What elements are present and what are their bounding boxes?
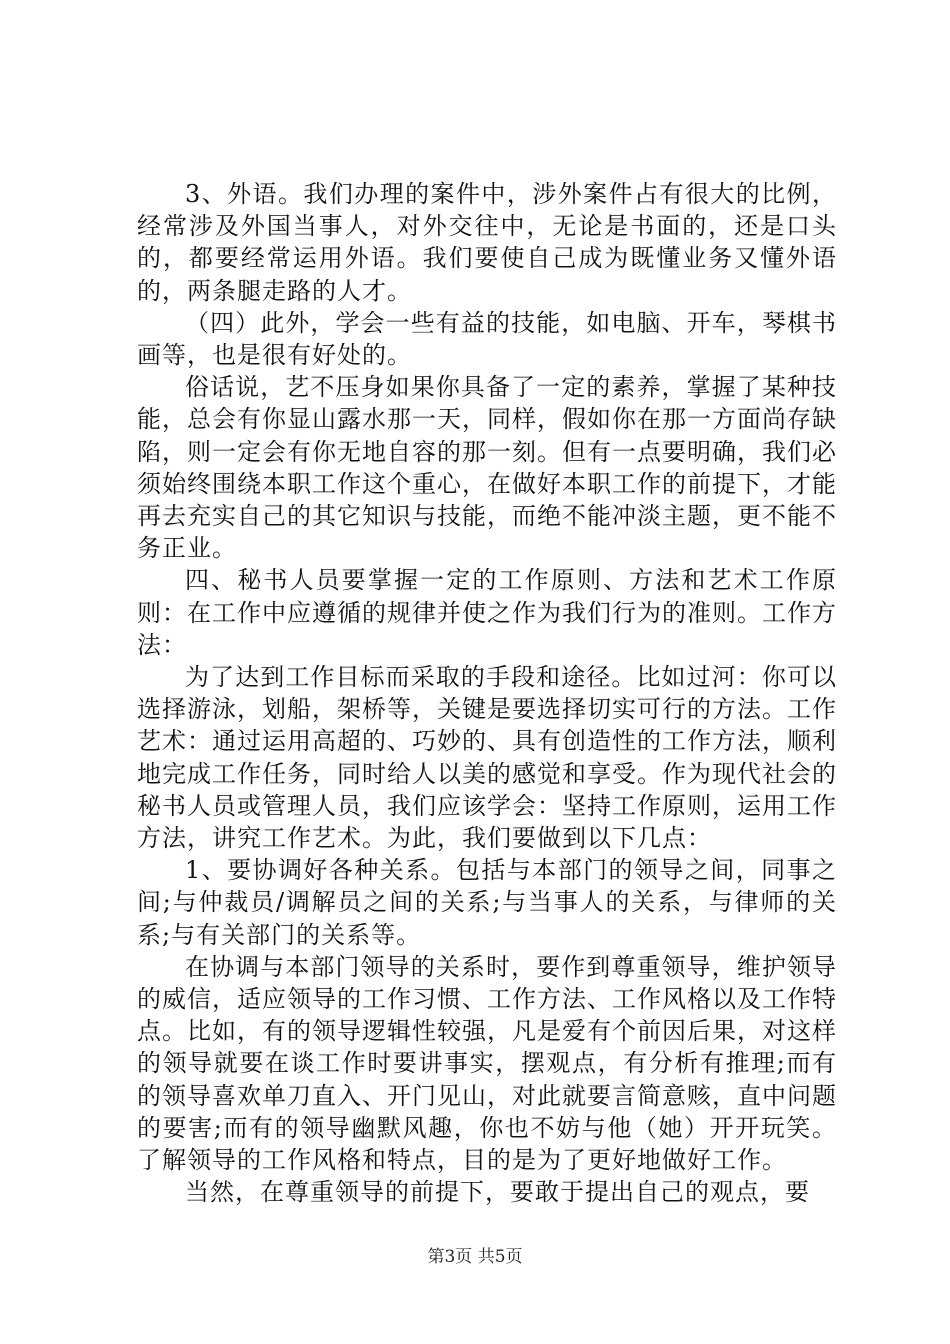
paragraph-work-methods: 为了达到工作目标而采取的手段和途径。比如过河：你可以选择游泳，划船，架桥等，关键是要选择切实可行的方法。工作艺术：通过运用高超的、巧妙的、具有创造性的工作方法，顺利地完成工作任务，同时给人以美的感觉和享受。作为现代社会的秘书人员或管理人员，我们应该学会：坚持工作原则，运用工作方法，讲究工作艺术。为此，我们要做到以下几点： [137,663,837,853]
page-number-footer: 第3页 共5页 [427,1247,523,1267]
paragraph-proverb: 俗话说，艺不压身如果你具备了一定的素养，掌握了某种技能，总会有你显山露水那一天，同样，假如你在那一方面尚存缺陷，则一定会有你无地自容的那一刻。但有一点要明确，我们必须始终围绕本职工作这个重心，在做好本职工作的前提下，才能再去充实自己的其它知识与技能，而绝不能冲淡主题，更不能不务正业。 [137,373,837,563]
document-body [137,178,837,1209]
paragraph-propose-views: 当然，在尊重领导的前提下，要敢于提出自己的观点，要 [185,1178,810,1207]
paragraph-foreign-language: 3、外语。我们办理的案件中，涉外案件占有很大的比例，经常涉及外国当事人，对外交往中，无论是书面的，还是口头的，都要经常运用外语。我们要使自己成为既懂业务又懂外语的，两条腿走路的人才。 [137,180,837,305]
paragraph-coordinate-relations: 1、要协调好各种关系。包括与本部门的领导之间，同事之间;与仲裁员/调解员之间的关系;与当事人的关系，与律师的关系;与有关部门的关系等。 [137,856,837,949]
paragraph-respect-leaders: 在协调与本部门领导的关系时，要作到尊重领导，维护领导的威信，适应领导的工作习惯、工作方法、工作风格以及工作特点。比如，有的领导逻辑性较强，凡是爱有个前因后果，对这样的领导就要在谈工作时要讲事实，摆观点，有分析有推理;而有的领导喜欢单刀直入、开门见山，对此就要言简意赅，直中问题的要害;而有的领导幽默风趣，你也不妨与他（她）开开玩笑。了解领导的工作风格和特点，目的是为了更好地做好工作。 [137,952,837,1175]
paragraph-section-four: 四、秘书人员要掌握一定的工作原则、方法和艺术工作原则：在工作中应遵循的规律并使之作为我们行为的准则。工作方法： [137,566,837,659]
paragraph-useful-skills: （四）此外，学会一些有益的技能，如电脑、开车，琴棋书画等，也是很有好处的。 [137,308,837,370]
